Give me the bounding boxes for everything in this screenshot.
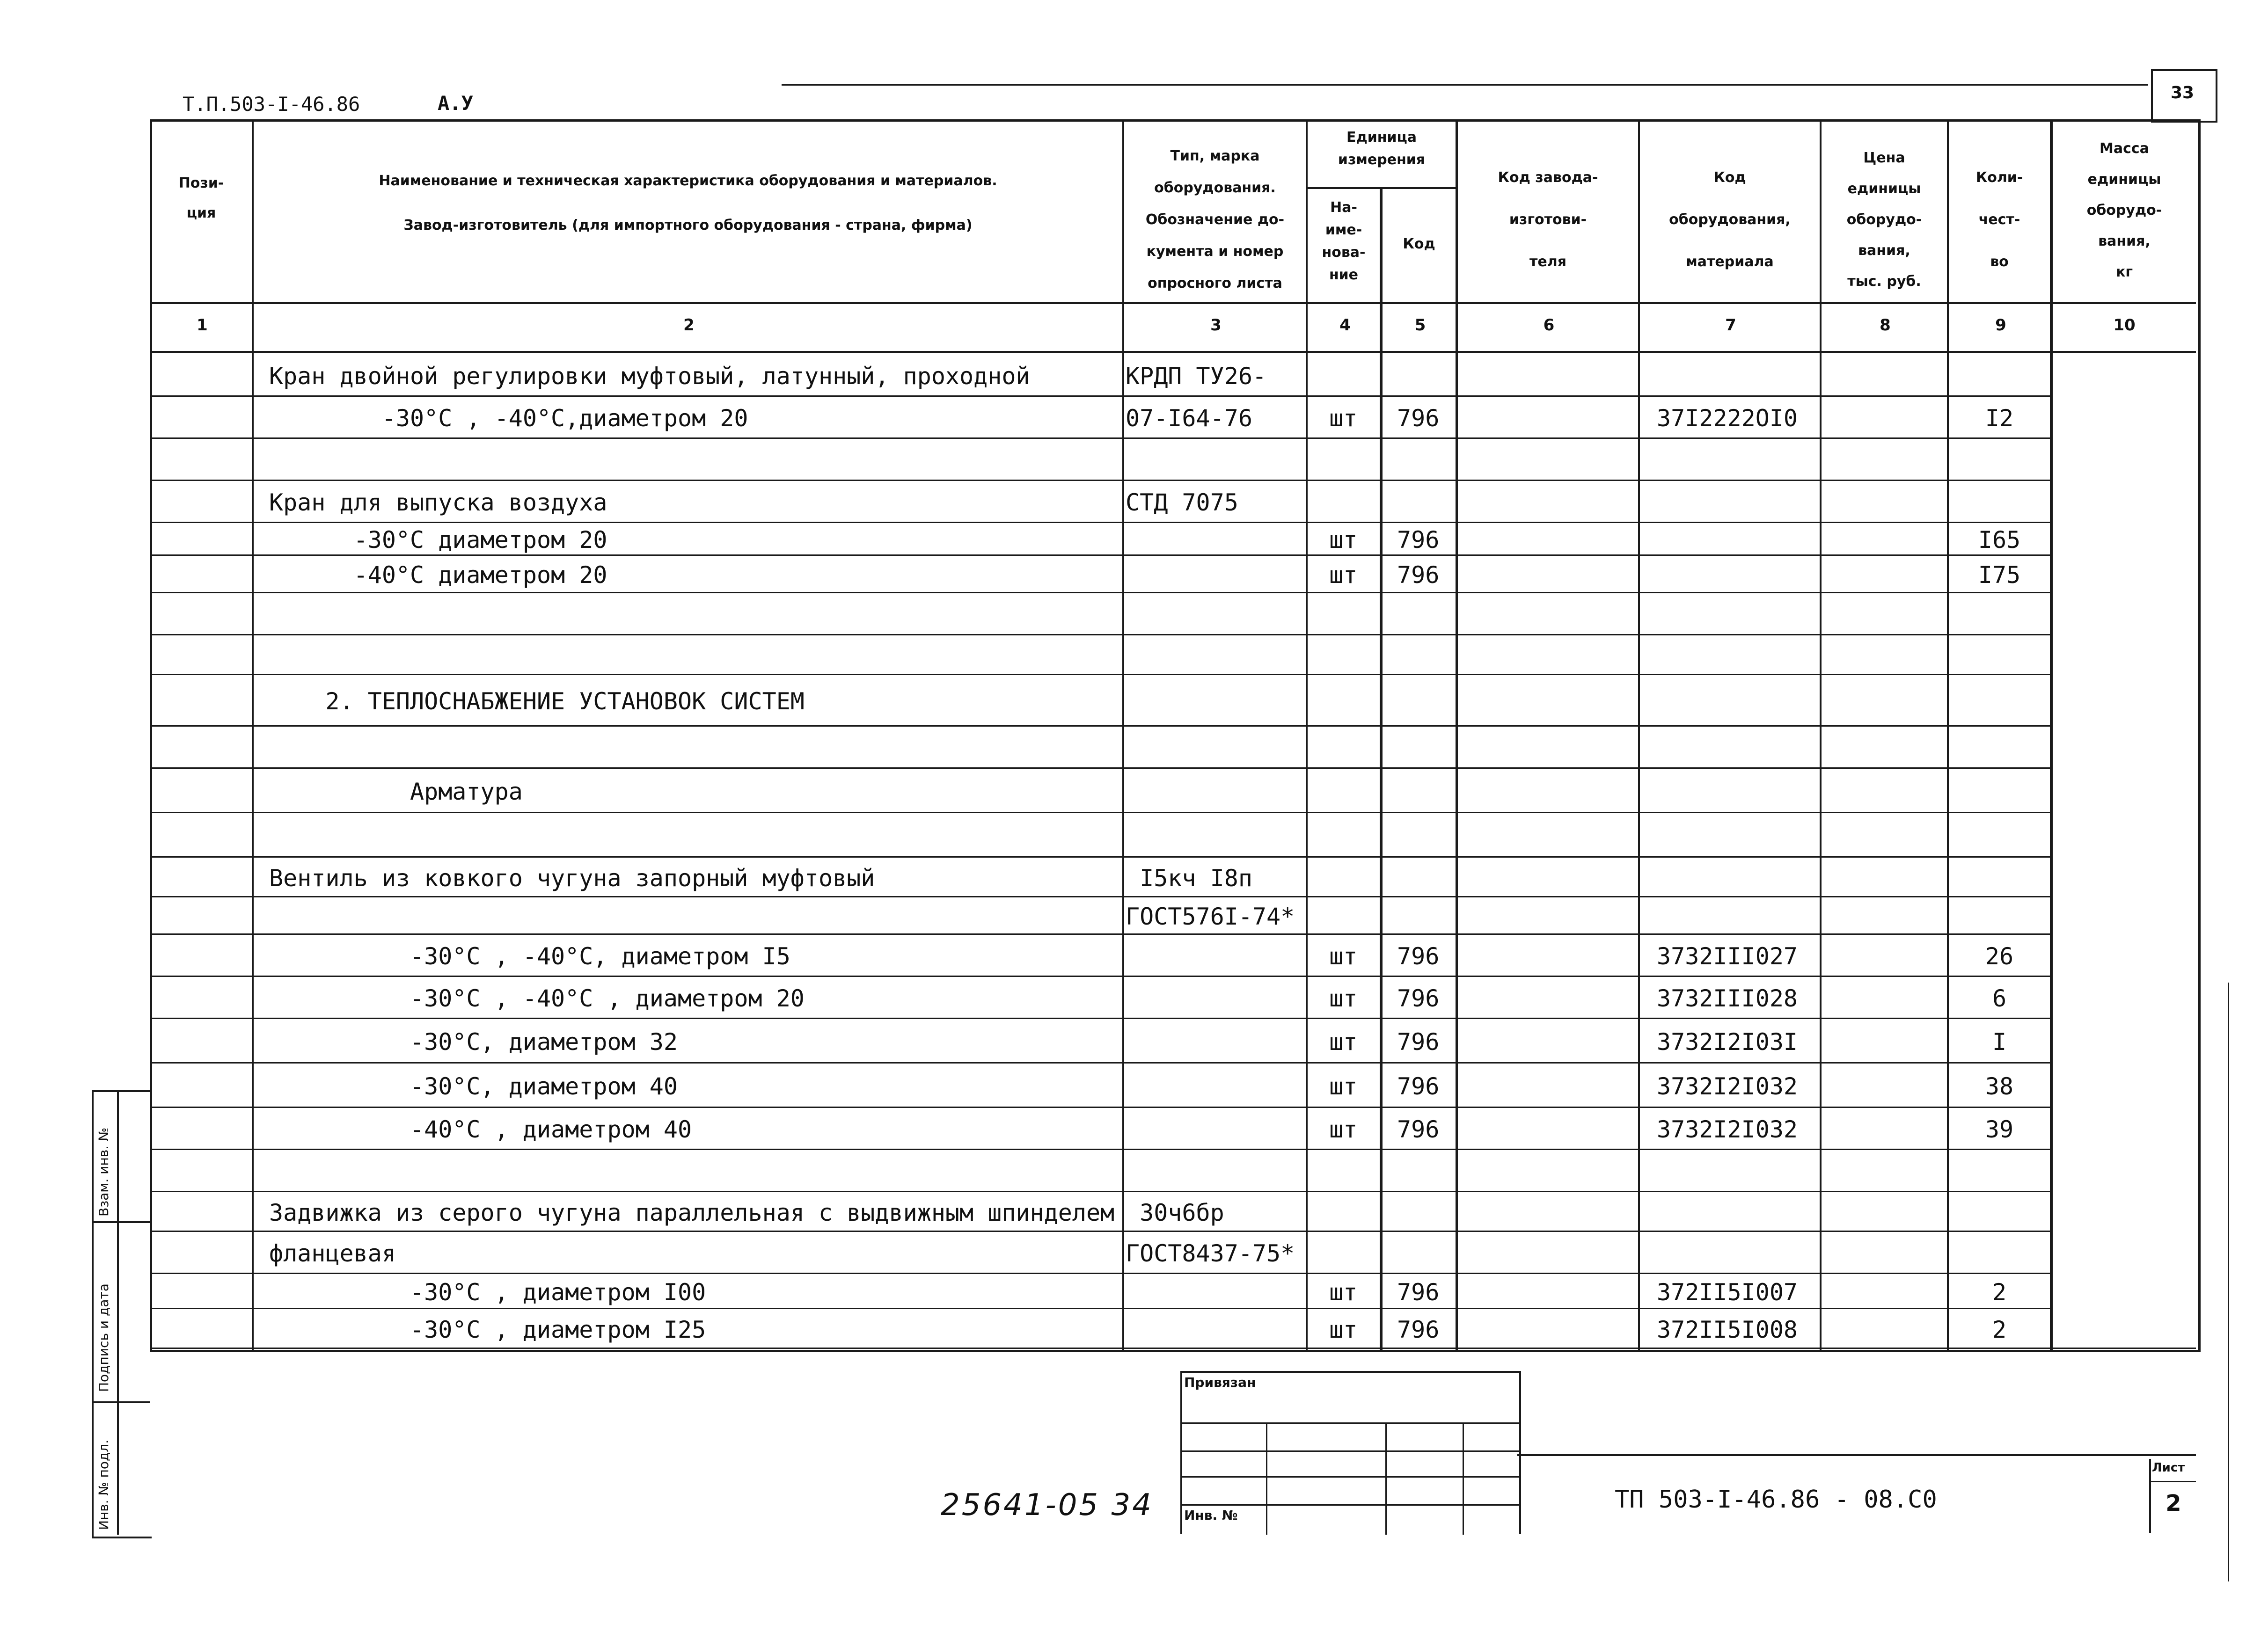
row-quantity: I bbox=[1992, 1028, 2007, 1056]
row-name: -40°С , диаметром 40 bbox=[269, 1116, 692, 1143]
row-unit: шт bbox=[1329, 1028, 1358, 1056]
row-equipment-code: 3732I2I03I bbox=[1657, 1028, 1798, 1056]
row-name: -30°С , диаметром I25 bbox=[269, 1316, 706, 1343]
header-col10: Масса единицы оборудо- вания, кг bbox=[2086, 140, 2162, 280]
row-unit-code: 796 bbox=[1397, 561, 1440, 589]
row-name: Арматура bbox=[269, 778, 523, 805]
sheet-number: 2 bbox=[2166, 1490, 2181, 1516]
row-unit-code: 796 bbox=[1397, 526, 1440, 554]
column-number-10: 10 bbox=[2113, 316, 2136, 335]
row-unit-code: 796 bbox=[1397, 943, 1440, 970]
sheet-label: Лист bbox=[2152, 1461, 2185, 1475]
column-number-7: 7 bbox=[1725, 316, 1736, 335]
header-col1: Пози- ция bbox=[178, 175, 224, 221]
row-name: -30°С , -40°С,диаметром 20 bbox=[269, 405, 748, 432]
header-col7: Код оборудования, материала bbox=[1669, 169, 1791, 270]
row-quantity: 6 bbox=[1992, 985, 2007, 1012]
row-type: 30ч6бр bbox=[1126, 1199, 1224, 1226]
side-label-inv: Инв. № подл. bbox=[96, 1439, 111, 1530]
row-name: -30°С, диаметром 40 bbox=[269, 1072, 678, 1100]
row-quantity: 39 bbox=[1985, 1116, 2014, 1143]
row-unit-code: 796 bbox=[1397, 1278, 1440, 1306]
header-col4: На- име- нова- ние bbox=[1322, 199, 1366, 283]
row-equipment-code: 3732I2I032 bbox=[1657, 1072, 1798, 1100]
row-name: -30°С, диаметром 32 bbox=[269, 1028, 678, 1056]
header-col2-line1: Наименование и техническая характеристика оборудования и материалов. bbox=[379, 173, 997, 189]
column-number-2: 2 bbox=[683, 316, 695, 335]
stamp-inv-label: Инв. № bbox=[1184, 1508, 1238, 1523]
header-col9: Коли- чест- во bbox=[1975, 169, 2023, 270]
row-unit-code: 796 bbox=[1397, 985, 1440, 1012]
row-unit: шт bbox=[1329, 405, 1358, 432]
row-equipment-code: 3732III028 bbox=[1657, 985, 1798, 1012]
side-label-signature: Подпись и дата bbox=[96, 1283, 111, 1392]
row-unit: шт bbox=[1329, 1278, 1358, 1306]
column-number-8: 8 bbox=[1880, 316, 1891, 335]
row-unit-code: 796 bbox=[1397, 405, 1440, 432]
row-unit: шт bbox=[1329, 1072, 1358, 1100]
stamp-privyazan-label: Привязан bbox=[1184, 1375, 1256, 1390]
row-unit-code: 796 bbox=[1397, 1316, 1440, 1343]
header-units-group: Единица измерения bbox=[1338, 129, 1426, 168]
document-code: Т.П.503-I-46.86 bbox=[183, 93, 360, 116]
row-name: -30°С диаметром 20 bbox=[269, 526, 607, 554]
row-name: -30°С , -40°С, диаметром I5 bbox=[269, 943, 790, 970]
row-quantity: 2 bbox=[1992, 1278, 2007, 1306]
row-unit: шт bbox=[1329, 1316, 1358, 1343]
row-quantity: 26 bbox=[1985, 943, 2014, 970]
album-label: А.У bbox=[438, 92, 473, 115]
handwritten-number: 25641-05 34 bbox=[941, 1488, 1153, 1523]
row-name: Задвижка из серого чугуна параллельная с выдвижным шпинделем bbox=[269, 1199, 1115, 1226]
row-equipment-code: 37I2222OI0 bbox=[1657, 405, 1798, 432]
row-name: -30°С , диаметром I00 bbox=[269, 1278, 706, 1306]
row-name: -30°С , -40°С , диаметром 20 bbox=[269, 985, 805, 1012]
document-designation: ТП 503-I-46.86 - 08.С0 bbox=[1615, 1486, 1937, 1514]
header-col2-line2: Завод-изготовитель (для импортного оборудования - страна, фирма) bbox=[403, 217, 973, 233]
column-number-6: 6 bbox=[1543, 316, 1555, 335]
row-name: -40°С диаметром 20 bbox=[269, 561, 607, 589]
row-type: СТД 7075 bbox=[1126, 489, 1238, 516]
row-unit: шт bbox=[1329, 943, 1358, 970]
row-unit: шт bbox=[1329, 561, 1358, 589]
row-equipment-code: 3732III027 bbox=[1657, 943, 1798, 970]
side-label-replace: Взам. инв. № bbox=[96, 1127, 111, 1217]
row-type: 07-I64-76 bbox=[1126, 405, 1252, 432]
row-type: КРДП ТУ26- bbox=[1126, 363, 1267, 390]
row-unit-code: 796 bbox=[1397, 1028, 1440, 1056]
row-quantity: I65 bbox=[1978, 526, 2021, 554]
row-quantity: 2 bbox=[1992, 1316, 2007, 1343]
column-number-5: 5 bbox=[1414, 316, 1426, 335]
row-equipment-code: 372II5I008 bbox=[1657, 1316, 1798, 1343]
page-number: 33 bbox=[2170, 83, 2195, 102]
row-quantity: 38 bbox=[1985, 1072, 2014, 1100]
row-unit-code: 796 bbox=[1397, 1116, 1440, 1143]
row-name: Вентиль из ковкого чугуна запорный муфтовый bbox=[269, 864, 875, 892]
column-number-1: 1 bbox=[197, 316, 208, 335]
row-equipment-code: 3732I2I032 bbox=[1657, 1116, 1798, 1143]
row-name: Кран двойной регулировки муфтовый, латунный, проходной bbox=[269, 363, 1030, 390]
row-quantity: I75 bbox=[1978, 561, 2021, 589]
row-type: ГОСТ8437-75* bbox=[1126, 1240, 1295, 1267]
header-col6: Код завода- изготови- теля bbox=[1498, 169, 1598, 270]
row-unit: шт bbox=[1329, 1116, 1358, 1143]
row-unit: шт bbox=[1329, 526, 1358, 554]
row-name: 2. ТЕПЛОСНАБЖЕНИЕ УСТАНОВОК СИСТЕМ bbox=[269, 688, 805, 715]
row-equipment-code: 372II5I007 bbox=[1657, 1278, 1798, 1306]
row-name: фланцевая bbox=[269, 1240, 396, 1267]
row-unit-code: 796 bbox=[1397, 1072, 1440, 1100]
column-number-4: 4 bbox=[1339, 316, 1351, 335]
column-number-3: 3 bbox=[1210, 316, 1222, 335]
header-col8: Цена единицы оборудо- вания, тыс. руб. bbox=[1846, 150, 1922, 290]
row-type: I5кч I8п bbox=[1126, 864, 1252, 892]
column-number-9: 9 bbox=[1995, 316, 2006, 335]
header-col3: Тип, марка оборудования. Обозначение до- кумента и номер опросного листа bbox=[1145, 148, 1285, 291]
row-quantity: I2 bbox=[1985, 405, 2014, 432]
row-type: ГОСТ576I-74* bbox=[1126, 903, 1295, 930]
header-col5: Код bbox=[1403, 236, 1435, 252]
row-name: Кран для выпуска воздуха bbox=[269, 489, 607, 516]
row-unit: шт bbox=[1329, 985, 1358, 1012]
